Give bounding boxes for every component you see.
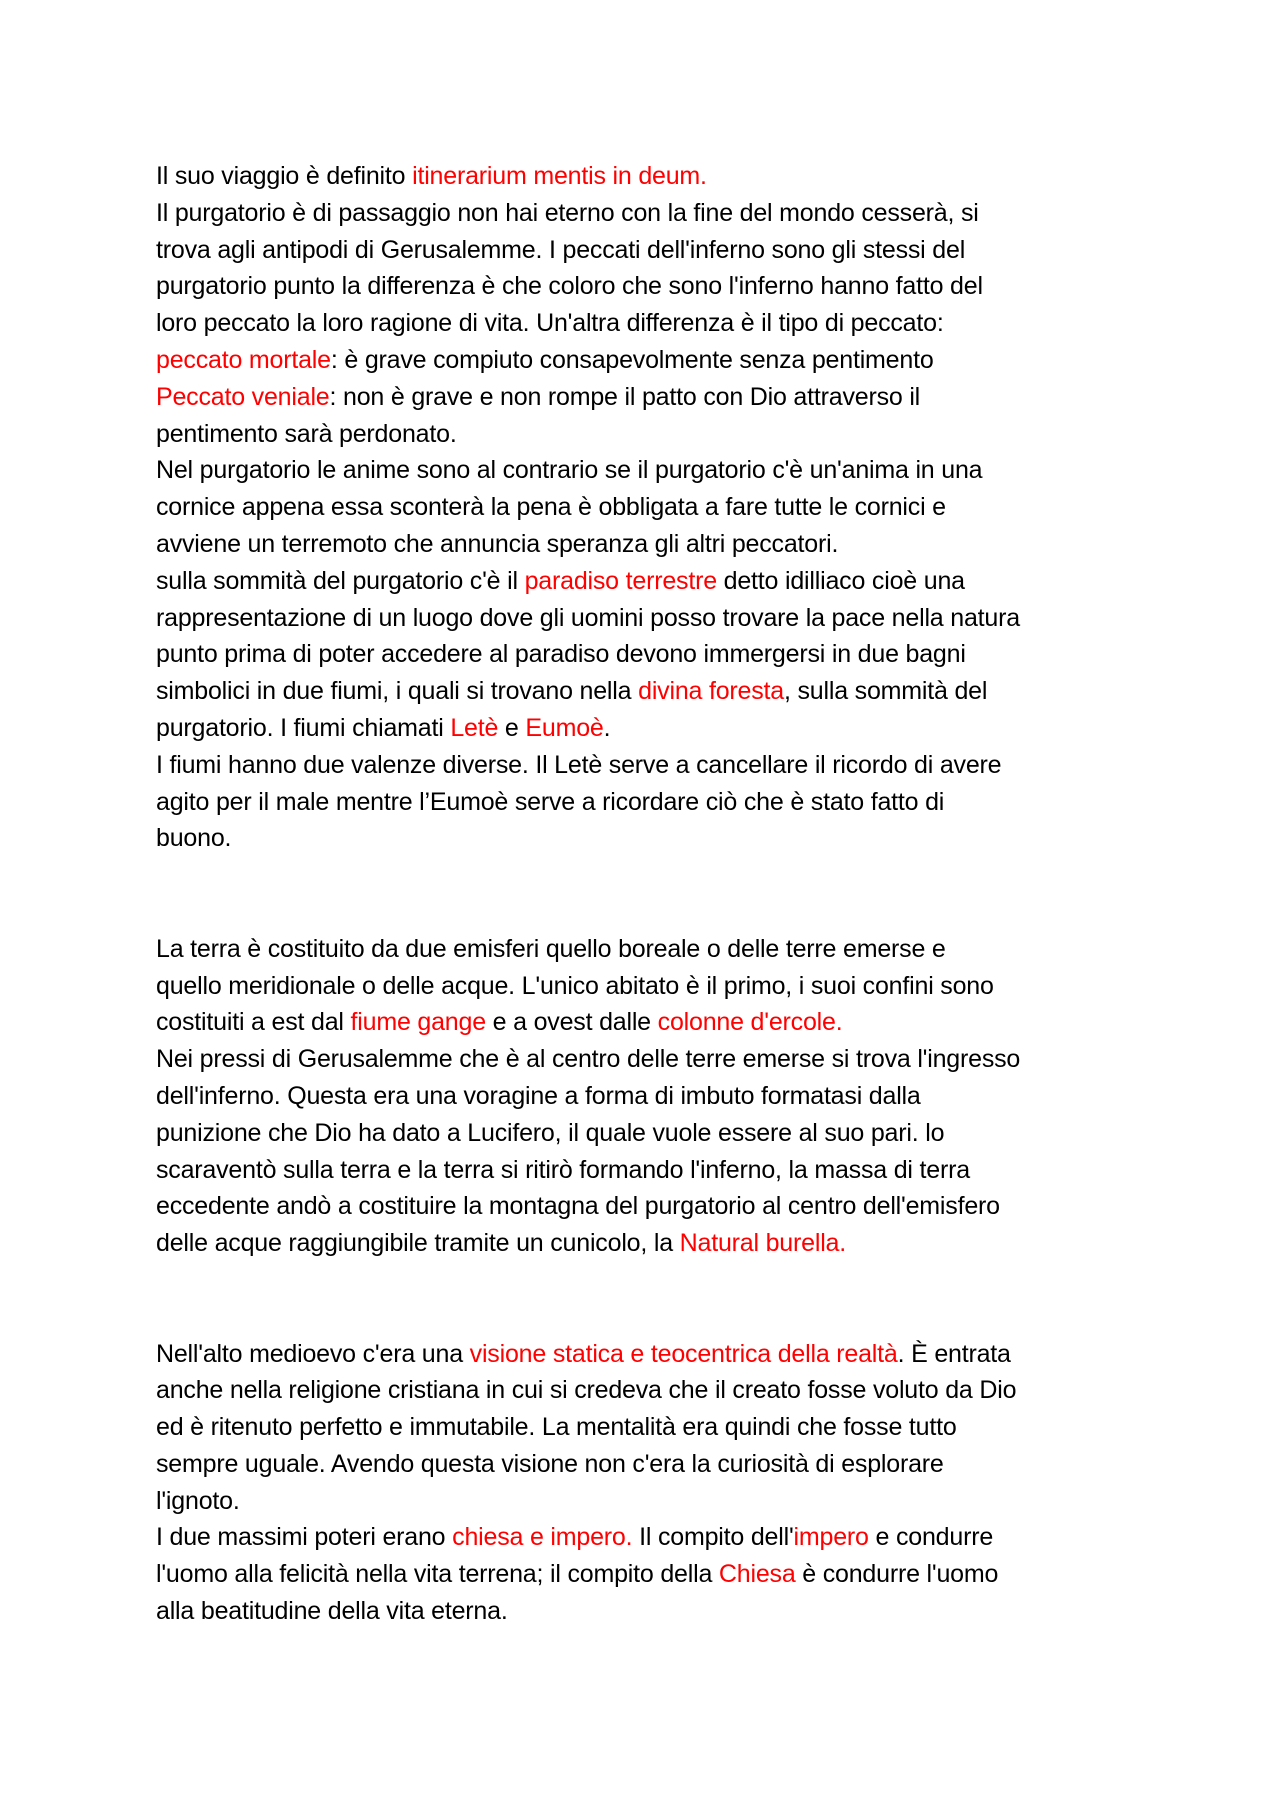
text-line [156,710,1156,747]
highlighted-term: Peccato veniale [156,382,330,411]
highlighted-term: colonne d'ercole. [657,1008,843,1037]
text-span: e condurre [868,1523,994,1552]
highlighted-term: fiume gange [350,1008,486,1037]
text-line [156,784,1156,821]
text-span: l'uomo alla felicità nella vita terrena; il compito della [156,1560,719,1589]
text-span: Il purgatorio è di passaggio non hai eterno con la fine del mondo cesserà, si [156,198,979,227]
text-span: Il compito dell' [632,1523,794,1552]
text-line [156,931,1156,968]
text-line [156,489,1156,526]
text-span: I fiumi hanno due valenze diverse. Il Letè serve a cancellare il ricordo di avere [156,750,1002,779]
highlighted-term: paradiso terrestre [524,566,717,595]
text-span: : è grave compiuto consapevolmente senza pentimento [330,345,934,374]
text-span: agito per il male mentre l’Eumoè serve a ricordare ciò che è stato fatto di [156,787,945,816]
text-line [156,747,1156,784]
text-span: sulla sommità del purgatorio c'è il [156,566,525,595]
text-span: delle acque raggiungibile tramite un cunicolo, la [156,1229,680,1258]
text-line [156,1372,1156,1409]
text-span: punto prima di poter accedere al paradiso devono immergersi in due bagni [156,640,966,669]
text-line [156,1078,1156,1115]
text-span: sempre uguale. Avendo questa visione non c'era la curiosità di esplorare [156,1449,944,1478]
text-span: purgatorio. I fiumi chiamati [156,713,451,742]
text-span: I due massimi poteri erano [156,1523,453,1552]
text-span: trova agli antipodi di Gerusalemme. I peccati dell'inferno sono gli stessi del [156,235,966,264]
text-span: buono. [156,824,232,853]
text-line [156,1152,1156,1189]
text-span: loro peccato la loro ragione di vita. Un'altra differenza è il tipo di peccato: [156,309,944,338]
text-span: rappresentazione di un luogo dove gli uomini posso trovare la pace nella natura [156,603,1020,632]
text-span: Nei pressi di Gerusalemme che è al centro delle terre emerse si trova l'ingresso [156,1045,1021,1074]
blank-line [156,1262,1156,1299]
text-line [156,1556,1156,1593]
highlighted-term: Eumoè [525,713,604,742]
blank-line [156,894,1156,931]
text-span: è condurre l'uomo [795,1560,999,1589]
text-line [156,636,1156,673]
text-span: Nel purgatorio le anime sono al contrario se il purgatorio c'è un'anima in una [156,456,983,485]
highlighted-term: chiesa e impero. [452,1523,633,1552]
text-line [156,1446,1156,1483]
highlighted-term: peccato mortale [156,345,331,374]
text-span: , sulla sommità del [784,677,988,706]
text-span: alla beatitudine della vita eterna. [156,1597,508,1626]
highlighted-term: Letè [450,713,499,742]
text-line [156,1041,1156,1078]
text-line [156,563,1156,600]
highlighted-term: Chiesa [718,1560,796,1589]
blank-line [156,1299,1156,1336]
text-line [156,268,1156,305]
text-span: purgatorio punto la differenza è che coloro che sono l'inferno hanno fatto del [156,272,983,301]
highlighted-term: visione statica e teocentrica della realtà [469,1339,898,1368]
text-span: anche nella religione cristiana in cui si credeva che il creato fosse voluto da Dio [156,1376,1017,1405]
text-line [156,1483,1156,1520]
text-line [156,526,1156,563]
text-line [156,342,1156,379]
text-span: punizione che Dio ha dato a Lucifero, il quale vuole essere al suo pari. lo [156,1118,945,1147]
text-span: eccedente andò a costituire la montagna del purgatorio al centro dell'emisfero [156,1192,1000,1221]
text-line [156,600,1156,637]
text-span: scaraventò sulla terra e la terra si ritirò formando l'inferno, la massa di terra [156,1155,970,1184]
text-span: ed è ritenuto perfetto e immutabile. La mentalità era quindi che fosse tutto [156,1413,957,1442]
text-span: cornice appena essa sconterà la pena è obbligata a fare tutte le cornici e [156,493,946,522]
text-line [156,968,1156,1005]
text-line [156,1188,1156,1225]
text-span: detto idilliaco cioè una [716,566,965,595]
highlighted-term: Natural burella. [679,1229,847,1258]
text-span: Il suo viaggio è definito [156,162,413,190]
text-line [156,1593,1156,1630]
highlighted-term: impero [793,1523,869,1552]
text-span: avviene un terremoto che annuncia speranza gli altri peccatori. [156,529,839,558]
text-span: Nell'alto medioevo c'era una [156,1339,470,1368]
text-span: costituiti a est dal [156,1008,351,1037]
text-line [156,1519,1156,1556]
text-span: : non è grave e non rompe il patto con Dio attraverso il [329,382,921,411]
blank-line [156,857,1156,894]
text-line [156,379,1156,416]
text-span: . [603,713,611,742]
highlighted-term: itinerarium mentis in deum. [412,162,707,190]
text-line [156,1115,1156,1152]
text-span: quello meridionale o delle acque. L'unico abitato è il primo, i suoi confini sono [156,971,994,1000]
text-line [156,820,1156,857]
text-span: pentimento sarà perdonato. [156,419,457,448]
text-line [156,158,1156,195]
text-span: l'ignoto. [156,1486,240,1515]
text-span: La terra è costituito da due emisferi quello boreale o delle terre emerse e [156,934,946,963]
text-span: . È entrata [897,1339,1011,1368]
text-line [156,416,1156,453]
text-line [156,305,1156,342]
text-line [156,452,1156,489]
text-line [156,1225,1156,1262]
text-line [156,195,1156,232]
text-span: simbolici in due fiumi, i quali si trovano nella [156,677,639,706]
text-span: e [498,713,526,742]
text-line [156,673,1156,710]
document-page [156,158,1156,1630]
text-line [156,1336,1156,1373]
text-line [156,232,1156,269]
text-line [156,1409,1156,1446]
highlighted-term: divina foresta [638,677,785,706]
text-span: dell'inferno. Questa era una voragine a forma di imbuto formatasi dalla [156,1081,921,1110]
text-line [156,1004,1156,1041]
text-span: e a ovest dalle [485,1008,658,1037]
